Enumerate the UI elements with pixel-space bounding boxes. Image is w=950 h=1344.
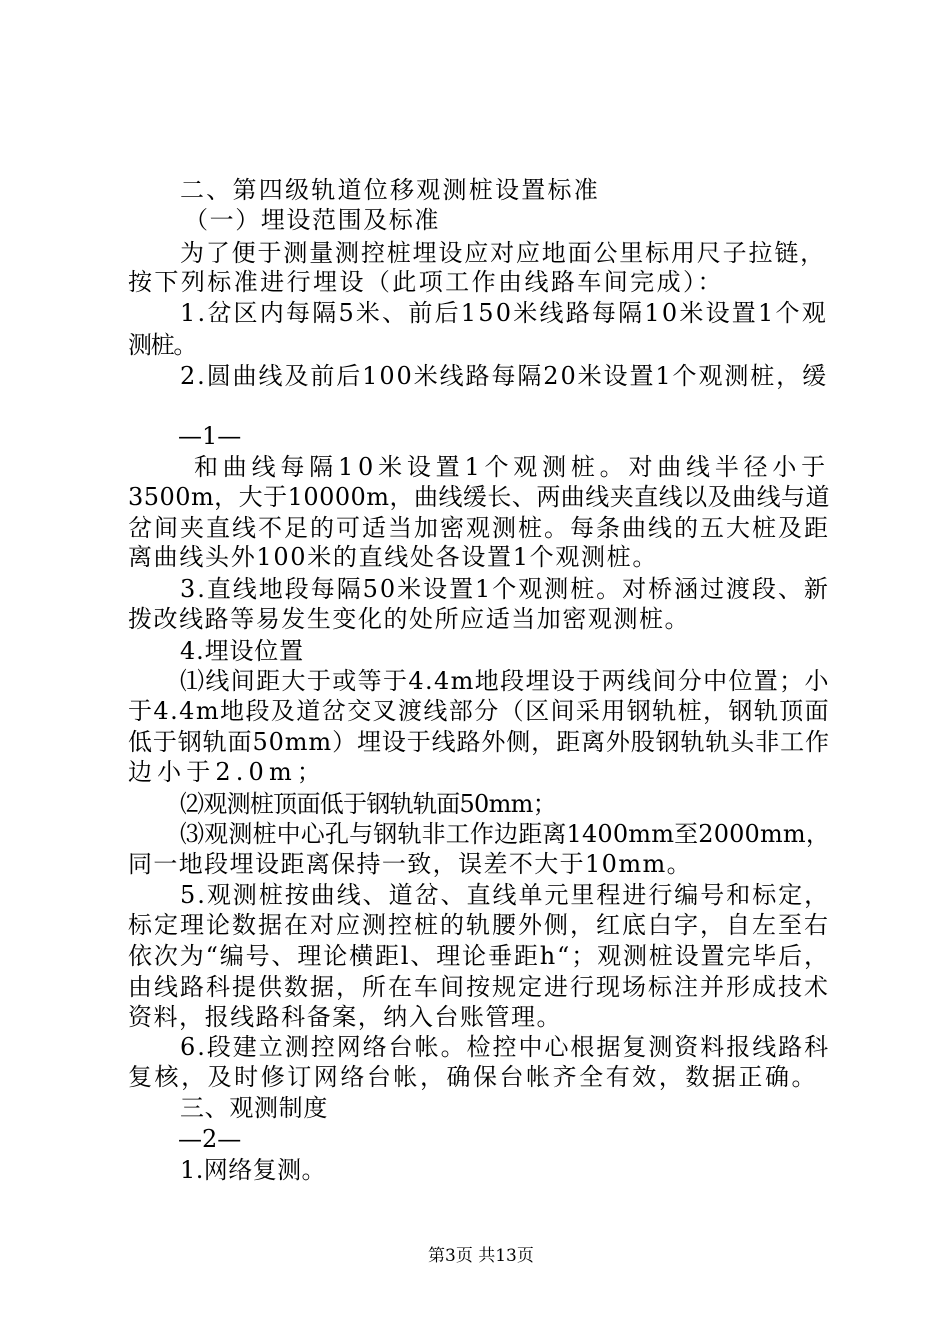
page-marker: —2— — [178, 1125, 242, 1153]
page-footer: 第3页 共13页 — [428, 1246, 534, 1266]
section-heading: 三、观测制度 — [180, 1094, 329, 1122]
paragraph-line: 5.观测桩按曲线、道岔、直线单元里程进行编号和标定， — [180, 881, 831, 909]
paragraph-line: 岔间夹直线不足的可适当加密观测桩。每条曲线的五大桩及距 — [128, 514, 830, 542]
paragraph-line: 1.网络复测。 — [180, 1156, 326, 1184]
paragraph-line: 6.段建立测控网络台帐。检控中心根据复测资料报线路科 — [180, 1033, 831, 1061]
paragraph-line: 标定理论数据在对应测控桩的轨腰外侧，红底白字，自左至右 — [128, 911, 830, 939]
paragraph-line: 按下列标准进行埋设（此项工作由线路车间完成）： — [128, 268, 724, 296]
paragraph-line: 1.岔区内每隔5米、前后150米线路每隔10米设置1个观 — [180, 299, 828, 327]
subsection-heading: （一）埋设范围及标准 — [184, 206, 440, 234]
paragraph-line: 由线路科提供数据，所在车间按规定进行现场标注并形成技术 — [128, 973, 830, 1001]
paragraph-line: 和曲线每隔10米设置1个观测桩。对曲线半径小于 — [194, 453, 830, 481]
paragraph-line: ⑶观测桩中心孔与钢轨非工作边距离1400mm至2000mm， — [180, 820, 830, 848]
paragraph-line: ⑵观测桩顶面低于钢轨轨面50mm； — [180, 790, 556, 818]
paragraph-line: 为了便于测量测控桩埋设应对应地面公里标用尺子拉链， — [180, 239, 826, 267]
paragraph-line: 测桩。 — [128, 331, 197, 359]
paragraph-line: 离曲线头外100米的直线处各设置1个观测桩。 — [128, 543, 659, 571]
paragraph-line: 3.直线地段每隔50米设置1个观测桩。对桥涵过渡段、新 — [180, 575, 830, 603]
paragraph-line: 低于钢轨面50mm）埋设于线路外侧，距离外股钢轨轨头非工作 — [128, 728, 830, 756]
paragraph-line: 拨改线路等易发生变化的处所应适当加密观测桩。 — [128, 605, 691, 633]
paragraph-line: ⑴线间距大于或等于4.4m地段埋设于两线间分中位置；小 — [180, 667, 830, 695]
paragraph-line: 于4.4m地段及道岔交叉渡线部分（区间采用钢轨桩，钢轨顶面 — [128, 697, 831, 725]
paragraph-line: 复核，及时修订网络台帐，确保台帐齐全有效，数据正确。 — [128, 1063, 819, 1091]
paragraph-line: 2.圆曲线及前后100米线路每隔20米设置1个观测桩，缓 — [180, 362, 828, 390]
paragraph-line: 同一地段埋设距离保持一致，误差不大于10mm。 — [128, 850, 693, 878]
paragraph-line: 边小于2.0m； — [128, 758, 326, 786]
paragraph-line: 3500m，大于10000m，曲线缓长、两曲线夹直线以及曲线与道 — [128, 483, 830, 511]
paragraph-line: 依次为“编号、理论横距l、理论垂距h“；观测桩设置完毕后， — [128, 942, 830, 970]
paragraph-line: 资料，报线路科备案，纳入台账管理。 — [128, 1003, 563, 1031]
paragraph-line: 4.埋设位置 — [180, 637, 304, 665]
section-heading: 二、第四级轨道位移观测桩设置标准 — [180, 176, 600, 204]
page-marker: —1— — [178, 422, 242, 450]
